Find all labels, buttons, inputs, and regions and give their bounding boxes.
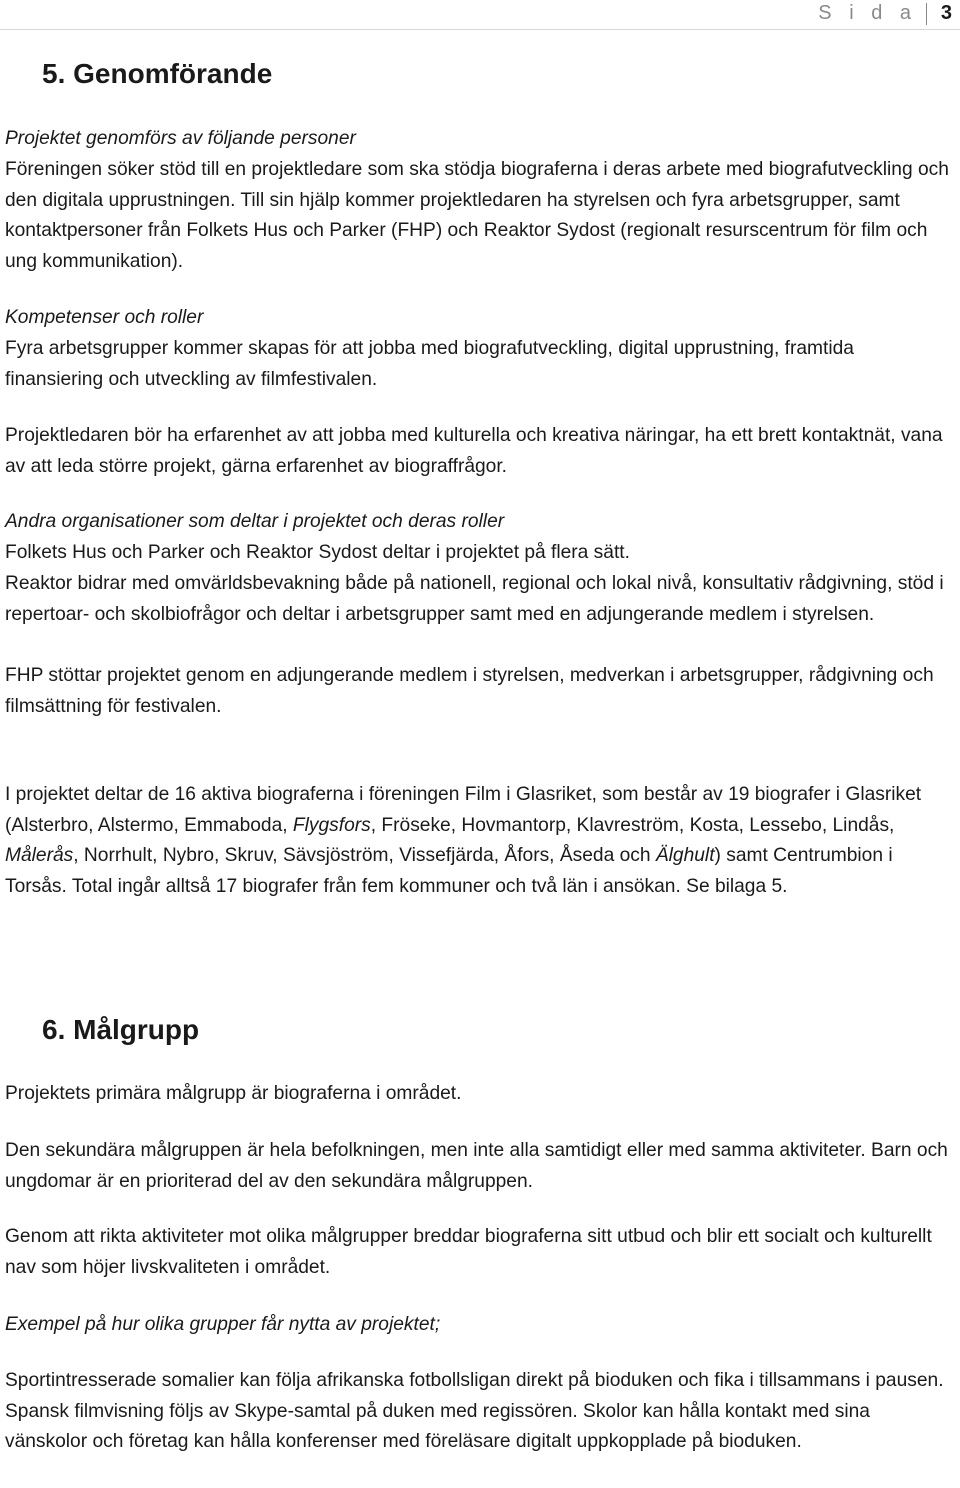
cinemas-text-2: , Fröseke, Hovmantorp, Klavreström, Kosta, Lessebo, Lindås,	[370, 814, 895, 836]
cinemas-paragraph	[5, 780, 955, 902]
examples-paragraph: Sportintresserade somalier kan följa afrikanska fotbollsligan direkt på bioduken och fika i tillsammans i pausen. Spansk filmvisning följs av Skype-samtal på duken med regissören. Skolor kan hålla kontakt med sina vänskolor och företag kan hålla konferenser med föreläsare digitalt uppkopplade på bioduken.	[5, 1370, 944, 1452]
cinema-alghult: Älghult	[655, 845, 715, 866]
orgs-line-1: Folkets Hus och Parker och Reaktor Sydost deltar i projektet på flera sätt.	[5, 542, 630, 563]
competence-subheading: Kompetenser och roller	[5, 307, 204, 328]
cinemas-text-1: I projektet deltar de 16 aktiva biograferna i föreningen Film i Glasriket, som består av 19 biografer i Glasriket (Alsterbro, Alstermo, Emmaboda,	[5, 784, 922, 836]
section-6-heading: 6. Målgrupp	[42, 1014, 200, 1045]
page-label: S i d a	[818, 2, 917, 24]
orgs-line-2: Reaktor bidrar med omvärldsbevakning både på nationell, regional och lokal nivå, konsultativ rådgivning, stöd i repertoar- och skolbiofrågor och deltar i arbetsgrupper samt med en adjungerande medlem i styrelsen.	[5, 573, 944, 625]
primary-target-paragraph: Projektets primära målgrupp är biograferna i området.	[5, 1083, 462, 1104]
competence-paragraph: Fyra arbetsgrupper kommer skapas för att jobba med biografutveckling, digital upprustning, framtida finansiering och utveckling av filmfestivalen.	[5, 338, 854, 390]
page-header	[0, 0, 960, 30]
cinemas-text-3: , Norrhult, Nybro, Skruv, Sävsjöström, Vissefjärda, Åfors, Åseda och	[73, 845, 656, 866]
page-number: 3	[940, 2, 952, 24]
examples-subheading: Exempel på hur olika grupper får nytta av projektet;	[5, 1314, 441, 1335]
cinema-maleras: Målerås	[5, 845, 74, 866]
leader-paragraph: Projektledaren bör ha erfarenhet av att jobba med kulturella och kreativa näringar, ha ett brett kontaktnät, vana av att leda större projekt, gärna erfarenhet av biograffrågor.	[5, 425, 943, 477]
page-number-divider	[926, 3, 927, 25]
orgs-line-3: FHP stöttar projektet genom en adjungerande medlem i styrelsen, medverkan i arbetsgrupper, rådgivning och filmsättning för festivalen.	[5, 665, 934, 717]
cinema-flygsfors: Flygsfors	[292, 814, 371, 836]
who-subheading: Projektet genomförs av följande personer	[5, 128, 356, 149]
orgs-subheading: Andra organisationer som deltar i projektet och deras roller	[5, 511, 505, 532]
section-5-heading: 5. Genomförande	[42, 58, 273, 89]
broaden-paragraph: Genom att rikta aktiviteter mot olika målgrupper breddar biograferna sitt utbud och blir ett socialt och kulturellt nav som höjer livskvaliteten i området.	[5, 1226, 932, 1278]
who-paragraph: Föreningen söker stöd till en projektledare som ska stödja biograferna i deras arbete med biografutveckling och den digitala upprustningen. Till sin hjälp kommer projektledaren ha styrelsen och fyra arbetsgrupper, samt kontaktpersoner från Folkets Hus och Parker (FHP) och Reaktor Sydost (regionalt resurscentrum för film och ung kommunikation).	[5, 159, 949, 272]
secondary-target-paragraph: Den sekundära målgruppen är hela befolkningen, men inte alla samtidigt eller med samma aktiviteter. Barn och ungdomar är en prioriterad del av den sekundära målgruppen.	[5, 1140, 948, 1192]
cinemas-text-4: ) samt Centrumbion i Torsås. Total ingår alltså 17 biografer från fem kommuner och två län i ansökan. Se bilaga 5.	[5, 845, 893, 897]
